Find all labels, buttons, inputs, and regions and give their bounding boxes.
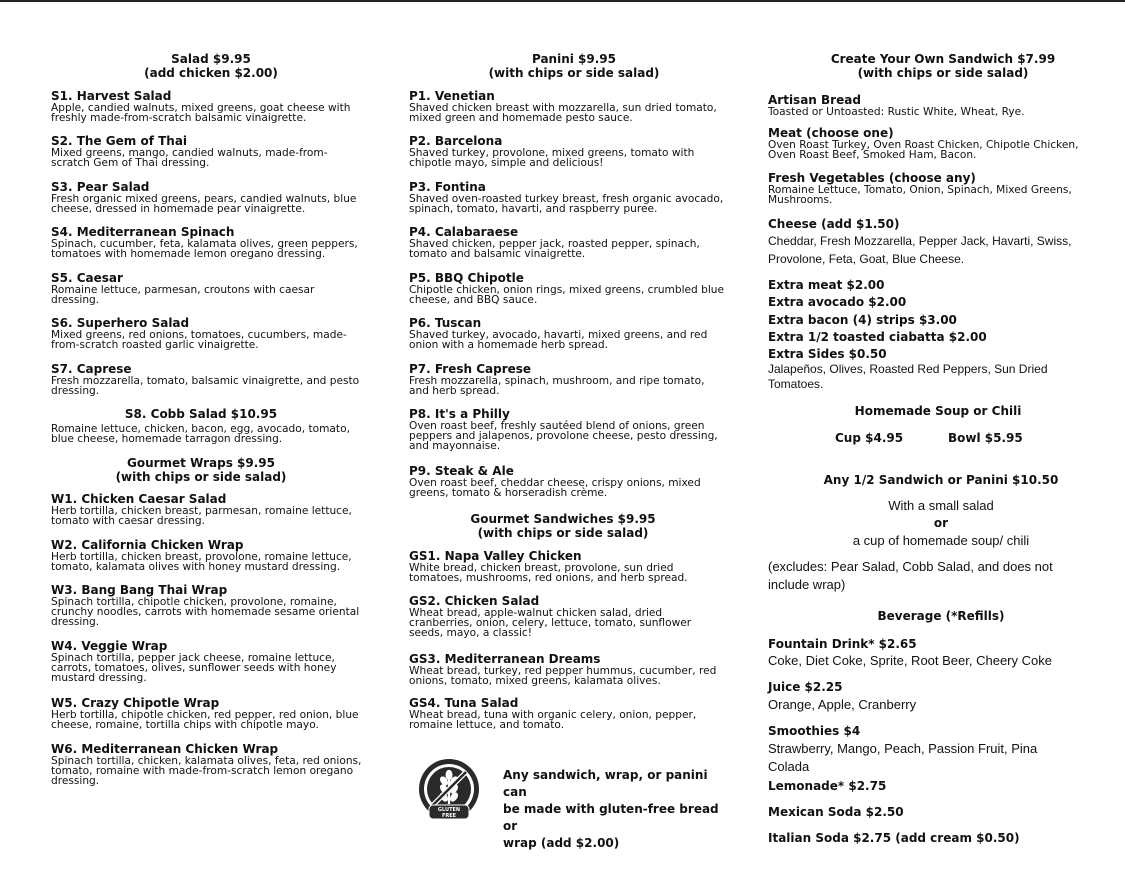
menu-item-p9 [409, 465, 739, 498]
item-title: W6. Mediterranean Chicken Wrap [51, 742, 279, 756]
item-title: S7. Caprese [51, 362, 132, 376]
item-title: Artisan Bread [768, 93, 861, 107]
menu-item-gs1 [409, 550, 739, 583]
item-desc: Shaved chicken breast with mozzarella, sun dried tomato, [409, 102, 717, 114]
menu-item-s6 [51, 317, 371, 350]
item-desc: White bread, chicken breast, provolone, sun dried [409, 562, 674, 574]
half-sandwich-heading: Any 1/2 Sandwich or Panini $10.50 [823, 473, 1059, 487]
item-desc: crunchy noodles, carrots with homemade sesame oriental [51, 606, 360, 618]
item-desc: (excludes: Pear Salad, Cobb Salad, and does not [768, 559, 1053, 574]
menu-item-s3 [51, 181, 371, 214]
fountain-drink-price: Fountain Drink* $2.65 [768, 637, 917, 651]
menu-item-w5 [51, 697, 371, 730]
menu-item-w3 [51, 584, 371, 627]
create-item-meat [768, 127, 1108, 160]
item-desc: Mushrooms. [768, 194, 833, 206]
item-desc: Wheat bread, tuna with organic celery, onion, pepper, [409, 709, 697, 721]
item-desc: and herb spread. [409, 385, 500, 397]
menu-item-s1 [51, 90, 371, 123]
item-desc: freshly made-from-scratch balsamic vinaigrette. [51, 112, 307, 124]
menu-item-s4 [51, 226, 371, 259]
half-sandwich-or: or [933, 516, 949, 530]
item-title: Meat (choose one) [768, 126, 894, 140]
item-desc: onions, tomato, mixed greens, kalamata olives. [409, 675, 661, 687]
soup-heading: Homemade Soup or Chili [854, 404, 1022, 418]
item-title: S8. Cobb Salad $10.95 [124, 407, 278, 421]
item-desc: blue cheese, homemade tarragon dressing. [51, 433, 283, 445]
item-desc: greens, tomato & horseradish crème. [409, 487, 608, 499]
item-desc: Herb tortilla, chicken breast, provolone, romaine lettuce, [51, 551, 352, 563]
item-desc: Romaine lettuce, chicken, bacon, egg, avocado, tomato, [51, 423, 350, 435]
item-title: W2. California Chicken Wrap [51, 538, 244, 552]
item-title: S5. Caesar [51, 271, 123, 285]
item-desc: onion with a homemade herb spread. [409, 339, 609, 351]
sandwiches-heading-title: Gourmet Sandwiches $9.95 [470, 512, 656, 526]
item-desc: dressing. [51, 294, 100, 306]
item-desc: Shaved turkey, avocado, havarti, mixed greens, and red [409, 329, 708, 341]
item-desc: dressing. [51, 385, 100, 397]
create-item-cheese [768, 218, 1108, 267]
create-heading [768, 52, 1118, 80]
menu-item-s2 [51, 135, 371, 168]
item-title: GS3. Mediterranean Dreams [409, 652, 601, 666]
item-title: P6. Tuscan [409, 316, 482, 330]
item-desc: Tomatoes. [768, 377, 824, 391]
menu-item-p4 [409, 226, 739, 259]
half-sandwich-option2: a cup of homemade soup/ chili [852, 533, 1030, 548]
item-desc: Provolone, Feta, Goat, Blue Cheese. [768, 252, 965, 266]
panini-heading-title: Panini $9.95 [531, 52, 617, 66]
smoothies-desc: Colada [768, 759, 810, 774]
item-desc: dressing. [51, 616, 100, 628]
menu-item-p7 [409, 363, 739, 396]
item-desc: Chipotle chicken, onion rings, mixed greens, crumbled blue [409, 284, 725, 296]
item-desc: scratch Gem of Thai dressing. [51, 157, 210, 169]
menu-item-p8 [409, 408, 739, 451]
item-title: GS4. Tuna Salad [409, 696, 519, 710]
create-heading-sub: (with chips or side salad) [857, 66, 1029, 80]
menu-item-gs2 [409, 595, 739, 638]
item-desc: cheese, romaine, tortilla chips with chipotle mayo. [51, 719, 319, 731]
item-desc: Toasted or Untoasted: Rustic White, Wheat, Rye. [768, 106, 1025, 118]
item-title: S2. The Gem of Thai [51, 134, 188, 148]
item-title: W5. Crazy Chipotle Wrap [51, 696, 220, 710]
soup-cup-price: Cup $4.95 [835, 431, 904, 445]
item-desc: cranberries, onion, celery, lettuce, tomato, sunflower [409, 617, 692, 629]
item-desc: Mixed greens, red onions, tomatoes, cucumbers, made- [51, 329, 347, 341]
smoothies-price: Smoothies $4 [768, 724, 861, 738]
item-desc: Oven Roast Beef, Smoked Ham, Bacon. [768, 149, 977, 161]
extra-meat: Extra meat $2.00 [768, 278, 885, 292]
sandwiches-heading [409, 512, 717, 540]
menu-item-w4 [51, 640, 371, 683]
half-sandwich-note [768, 558, 1118, 594]
italian-soda-price: Italian Soda $2.75 (add cream $0.50) [768, 831, 1020, 845]
menu-item-s8 [51, 408, 371, 444]
item-desc: chipotle mayo, simple and delicious! [409, 157, 604, 169]
gluten-free-line: be made with gluten-free bread or [503, 802, 719, 833]
item-desc: tomato with caesar dressing. [51, 515, 206, 527]
item-desc: Shaved chicken, pepper jack, roasted pepper, spinach, [409, 238, 700, 250]
menu-item-gs3 [409, 653, 739, 686]
gluten-free-line: wrap (add $2.00) [503, 836, 620, 850]
item-desc: Jalapeños, Olives, Roasted Red Peppers, Sun Dried [768, 362, 1048, 376]
item-desc: Spinach tortilla, chipotle chicken, provolone, romaine, [51, 596, 337, 608]
soup-bowl-price: Bowl $5.95 [948, 431, 1023, 445]
item-title: GS1. Napa Valley Chicken [409, 549, 582, 563]
create-item-bread [768, 94, 1088, 117]
extra-sides-note [768, 362, 1088, 392]
menu-item-p6 [409, 317, 739, 350]
item-desc: from-scratch roasted garlic vinaigrette. [51, 339, 259, 351]
item-title: W3. Bang Bang Thai Wrap [51, 583, 228, 597]
panini-heading [409, 52, 739, 80]
gluten-free-line: Any sandwich, wrap, or panini can [503, 768, 708, 799]
item-title: P4. Calabaraese [409, 225, 519, 239]
item-desc: Herb tortilla, chicken breast, parmesan, romaine lettuce, [51, 505, 352, 517]
item-desc: carrots, tomatoes, olives, sunflower seeds with honey [51, 662, 337, 674]
item-desc: Apple, candied walnuts, mixed greens, goat cheese with [51, 102, 351, 114]
item-desc: seeds, mayo, a classic! [409, 627, 533, 639]
item-desc: tomato, romaine with made-from-scratch lemon oregano [51, 765, 354, 777]
item-desc: tomato, kalamata olives with honey mustard dressing. [51, 561, 341, 573]
item-title: W4. Veggie Wrap [51, 639, 168, 653]
item-desc: romaine lettuce, and tomato. [409, 719, 565, 731]
menu-item-w2 [51, 539, 371, 572]
item-title: P3. Fontina [409, 180, 486, 194]
salad-heading-title: Salad $9.95 [171, 52, 251, 66]
item-desc: Fresh mozzarella, tomato, balsamic vinaigrette, and pesto [51, 375, 360, 387]
gluten-free-icon [412, 756, 486, 824]
item-desc: Spinach tortilla, pepper jack cheese, romaine lettuce, [51, 652, 335, 664]
item-title: P1. Venetian [409, 89, 495, 103]
item-desc: Oven roast beef, freshly sautéed blend of onions, green [409, 420, 705, 432]
salad-heading [51, 52, 371, 80]
wraps-heading-sub: (with chips or side salad) [115, 470, 287, 484]
item-title: S1. Harvest Salad [51, 89, 172, 103]
extra-sides: Extra Sides $0.50 [768, 347, 887, 361]
item-desc: cheese, dressed in homemade pear vinaigrette. [51, 203, 306, 215]
item-desc: Cheddar, Fresh Mozzarella, Pepper Jack, Havarti, Swiss, [768, 234, 1072, 248]
juice-desc: Orange, Apple, Cranberry [768, 697, 917, 712]
menu-item-s5 [51, 272, 371, 305]
item-desc: Mixed greens, mango, candied walnuts, made-from- [51, 147, 328, 159]
beverage-heading: Beverage (*Refills) [877, 609, 1005, 623]
menu-item-w6 [51, 743, 371, 786]
item-title: Fresh Vegetables (choose any) [768, 171, 976, 185]
item-desc: tomato and balsamic vinaigrette. [409, 248, 586, 260]
create-item-vegetables [768, 172, 1108, 205]
item-title: P9. Steak & Ale [409, 464, 514, 478]
item-title: P2. Barcelona [409, 134, 503, 148]
item-title: Cheese (add $1.50) [768, 217, 900, 231]
gluten-free-note [503, 767, 723, 852]
panini-heading-sub: (with chips or side salad) [488, 66, 660, 80]
gluten-free-badge-word2: FREE [441, 813, 457, 819]
item-desc: dressing. [51, 775, 100, 787]
item-title: W1. Chicken Caesar Salad [51, 492, 227, 506]
create-heading-title: Create Your Own Sandwich $7.99 [830, 52, 1056, 66]
item-desc: cheese, and BBQ sauce. [409, 294, 538, 306]
item-desc: Romaine lettuce, parmesan, croutons with caesar [51, 284, 315, 296]
half-sandwich-option1: With a small salad [888, 498, 994, 513]
menu-item-w1 [51, 493, 371, 526]
item-desc: and mayonnaise. [409, 440, 501, 452]
item-title: P7. Fresh Caprese [409, 362, 532, 376]
item-title: S6. Superhero Salad [51, 316, 190, 330]
menu-item-p2 [409, 135, 739, 168]
extra-bacon: Extra bacon (4) strips $3.00 [768, 313, 957, 327]
item-desc: mixed green and homemade pesto sauce. [409, 112, 633, 124]
item-desc: Spinach, cucumber, feta, kalamata olives, green peppers, [51, 238, 358, 250]
menu-item-p5 [409, 272, 739, 305]
item-desc: mustard dressing. [51, 672, 147, 684]
item-desc: Spinach tortilla, chicken, kalamata olives, feta, red onions, [51, 755, 362, 767]
item-desc: Wheat bread, apple-walnut chicken salad, dried [409, 607, 663, 619]
lemonade-price: Lemonade* $2.75 [768, 779, 887, 793]
menu-item-p1 [409, 90, 739, 123]
mexican-soda-price: Mexican Soda $2.50 [768, 805, 904, 819]
item-desc: Fresh organic mixed greens, pears, candied walnuts, blue [51, 193, 357, 205]
wraps-heading-title: Gourmet Wraps $9.95 [126, 456, 276, 470]
gluten-free-badge-word1: GLUTEN [437, 807, 461, 813]
item-title: P8. It's a Philly [409, 407, 510, 421]
item-desc: tomatoes with homemade lemon oregano dressing. [51, 248, 326, 260]
menu-item-gs4 [409, 697, 739, 730]
item-desc: Wheat bread, turkey, red pepper hummus, cucumber, red [409, 665, 717, 677]
extra-ciabatta: Extra 1/2 toasted ciabatta $2.00 [768, 330, 987, 344]
item-desc: Fresh mozzarella, spinach, mushroom, and ripe tomato, [409, 375, 705, 387]
smoothies-desc: Strawberry, Mango, Peach, Passion Fruit, Pina [768, 741, 1038, 756]
item-desc: Romaine Lettuce, Tomato, Onion, Spinach, Mixed Greens, [768, 184, 1072, 196]
salad-heading-sub: (add chicken $2.00) [144, 66, 278, 80]
item-desc: peppers and jalapenos, provolone cheese, pesto dressing, [409, 430, 718, 442]
item-title: GS2. Chicken Salad [409, 594, 540, 608]
item-desc: spinach, tomato, havarti, and raspberry puree. [409, 203, 658, 215]
juice-price: Juice $2.25 [768, 680, 843, 694]
item-desc: Oven roast beef, cheddar cheese, crispy onions, mixed [409, 477, 701, 489]
fountain-drink-desc: Coke, Diet Coke, Sprite, Root Beer, Cheery Coke [768, 653, 1052, 668]
item-title: S3. Pear Salad [51, 180, 150, 194]
sandwiches-heading-sub: (with chips or side salad) [477, 526, 649, 540]
top-border [0, 0, 1125, 2]
item-desc: tomatoes, mushrooms, red onions, and herb spread. [409, 572, 688, 584]
menu-item-s7 [51, 363, 371, 396]
item-desc: Shaved oven-roasted turkey breast, fresh organic avocado, [409, 193, 724, 205]
item-desc: include wrap) [768, 577, 846, 592]
item-title: P5. BBQ Chipotle [409, 271, 524, 285]
item-desc: Oven Roast Turkey, Oven Roast Chicken, Chipotle Chicken, [768, 139, 1079, 151]
menu-item-p3 [409, 181, 739, 214]
item-desc: Herb tortilla, chipotle chicken, red pepper, red onion, blue [51, 709, 359, 721]
extra-avocado: Extra avocado $2.00 [768, 295, 907, 309]
item-desc: Shaved turkey, provolone, mixed greens, tomato with [409, 147, 695, 159]
item-title: S4. Mediterranean Spinach [51, 225, 235, 239]
wraps-heading [51, 456, 351, 484]
